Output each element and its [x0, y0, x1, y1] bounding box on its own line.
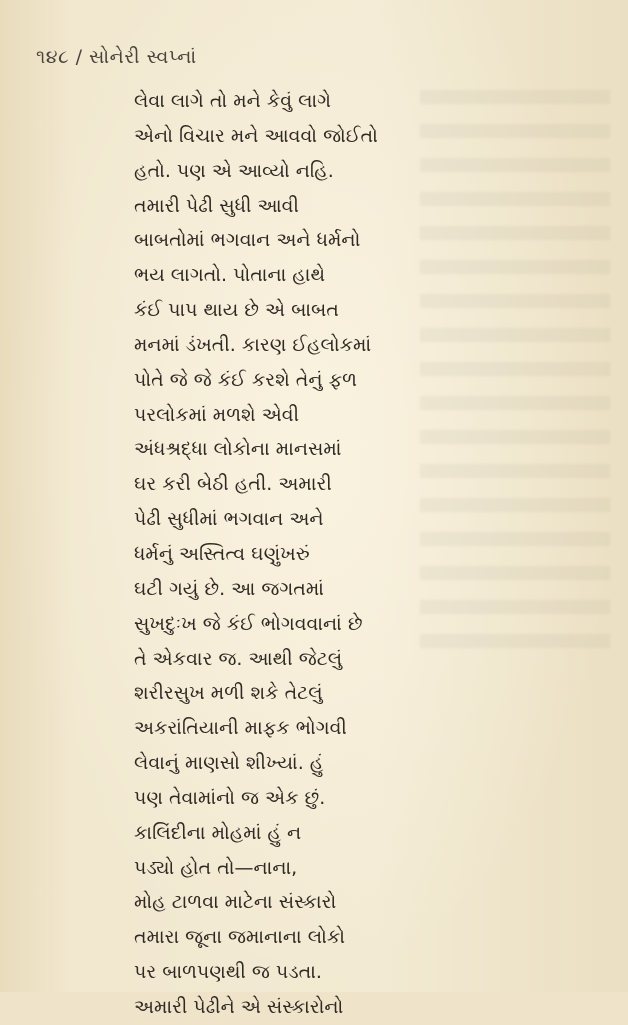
text-line: બાબતોમાં ભગવાન અને ધર્મનો	[134, 229, 361, 252]
text-line: ભય લાગતો. પોતાના હાથે	[134, 264, 326, 287]
text-line: કંઈ પાપ થાય છે એ બાબત	[134, 299, 339, 322]
text-line: પર બાળપણથી જ પડતા.	[134, 961, 322, 984]
running-header	[36, 46, 197, 68]
text-line: અંધશ્રદ્ધા લોકોના માનસમાં	[134, 438, 342, 461]
book-title: સોનેરી સ્વપ્નાં	[89, 46, 197, 68]
text-line: અમારી પેઢીને એ સંસ્કારોનો	[134, 995, 344, 1018]
text-line: તે એકવાર જ. આથી જેટલું	[134, 647, 343, 670]
text-line: પડ્યો હોત તો—નાના,	[134, 856, 298, 879]
text-line: કાલિંદીના મોહમાં હું ન	[134, 821, 302, 844]
text-line: ઘર કરી બેઠી હતી. અમારી	[134, 473, 332, 496]
body-text	[134, 84, 424, 1025]
text-line: મનમાં ડંખતી. કારણ ઈહલોકમાં	[134, 333, 372, 356]
text-line: પેઢી સુધીમાં ભગવાન અને	[134, 508, 324, 531]
text-line: પોતે જે જે કંઈ કરશે તેનું ફળ	[134, 368, 357, 391]
text-line: મોહ ટાળવા માટેના સંસ્કારો	[134, 891, 337, 914]
text-line: સુખદુઃખ જે કંઈ ભોગવવાનાં છે	[134, 612, 363, 635]
text-line: શરીરસુખ મળી શકે તેટલું	[134, 682, 323, 705]
header-separator: /	[75, 46, 83, 68]
text-line: અકરાંતિયાની માફક ભોગવી	[134, 717, 347, 740]
text-line: હતો. પણ એ આવ્યો નહિ.	[134, 159, 334, 182]
text-line: ઘટી ગયું છે. આ જગતમાં	[134, 577, 324, 600]
text-line: તમારા જૂના જમાનાના લોકો	[134, 926, 345, 949]
page-number: ૧૪૮	[36, 46, 70, 68]
text-line: લેવાનું માણસો શીખ્યાં. હું	[134, 752, 324, 775]
text-line: ધર્મનું અસ્તિત્વ ઘણુંખરું	[134, 542, 310, 565]
text-line: પરલોકમાં મળશે એવી	[134, 403, 300, 426]
text-line: તમારી પેઢી સુધી આવી	[134, 194, 299, 217]
text-line: લેવા લાગે તો મને કેવું લાગે	[134, 90, 331, 112]
show-through-text	[420, 90, 610, 650]
text-line: એનો વિચાર મને આવવો જોઈતો	[134, 124, 378, 147]
text-line: પણ તેવામાંનો જ એક છું.	[134, 786, 326, 809]
